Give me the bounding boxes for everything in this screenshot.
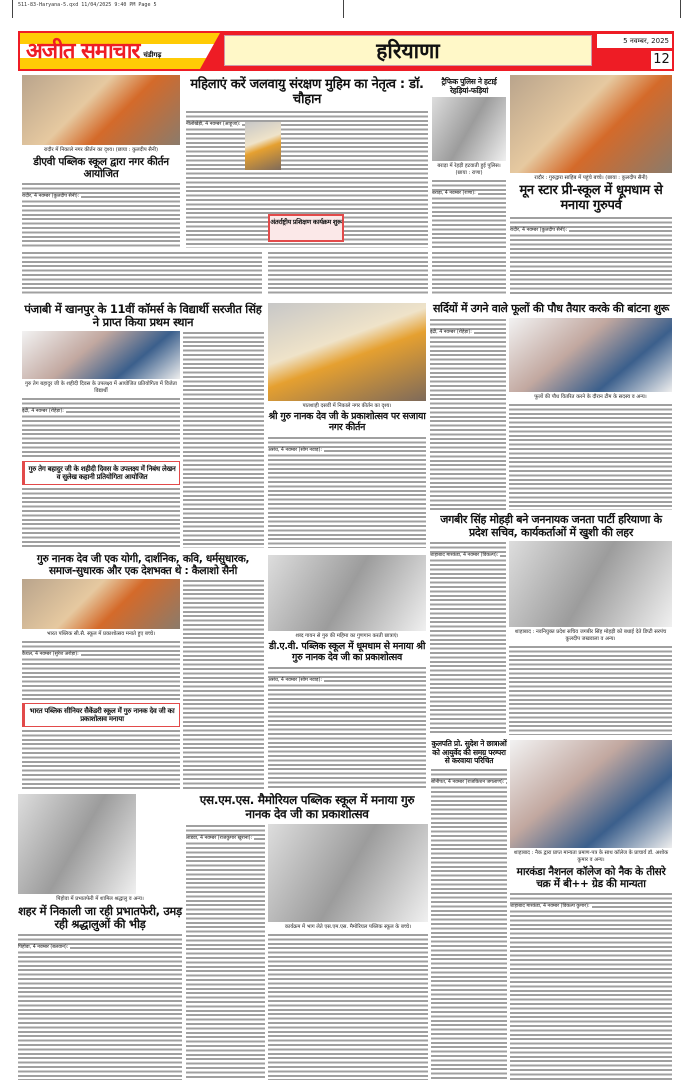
- article-column: [430, 318, 506, 510]
- article: [22, 303, 264, 548]
- headline: एस.एम.एस. मैमोरियल पब्लिक स्कूल में मनाया गुरु नानक देव जी का प्रकाशोत्सव: [186, 794, 428, 822]
- article-column: [22, 579, 180, 789]
- article-body: [268, 666, 426, 789]
- article-body: [22, 397, 180, 458]
- photo-caption: पिहोवा में प्रभातफेरी में शामिल श्रद्धालु व अन्य।: [18, 896, 182, 903]
- dateline: शाहाबाद मारकंडा, 4 नवम्बर (विकल्प कुमार):: [510, 904, 590, 910]
- article-body: [22, 251, 262, 296]
- article-body: [509, 645, 672, 735]
- photo-caption: रादौर : गुरुद्वारा साहिब में पहुंचे बच्चे। (छाया : कुलदीप सैनी): [510, 175, 672, 182]
- article-body: [18, 933, 182, 1080]
- dateline: रादौर, 4 नवम्बर (कुलदीप सैनी):: [510, 227, 568, 233]
- headline: महिलाएं करें जलवायु संरक्षण मुहिम का नेतृत्व : डॉ. चौहान: [186, 78, 428, 108]
- issue-date: 5 नवम्बर, 2025: [597, 34, 672, 48]
- article-columns: [22, 579, 264, 789]
- article-body: [22, 640, 180, 700]
- article: [18, 794, 182, 1080]
- headline: डीएवी पब्लिक स्कूल द्वारा नगर कीर्तन आयोजित: [22, 156, 180, 180]
- article-photo: [432, 97, 506, 161]
- article-column: [509, 318, 672, 510]
- article-body: [430, 318, 506, 510]
- article-photo: [509, 541, 672, 627]
- article-column: [22, 331, 180, 548]
- page-number: 12: [651, 51, 672, 69]
- headline: कुलपति प्रो. सुदेश ने छात्राओं को आयुर्वेद की समग्र परम्परा से करवाया परिचित: [431, 739, 507, 766]
- article-body: [430, 541, 506, 735]
- article-photo: [510, 740, 672, 848]
- dateline: रादौर, 4 नवम्बर (कुलदीप सैनी):: [22, 194, 80, 200]
- article-body: [509, 403, 672, 510]
- article: [186, 794, 428, 1080]
- photo-caption: रादौर में निकाले नगर कीर्तन का दृश्य। (छाया : कुलदीप सैनी): [22, 147, 180, 154]
- article-column: [430, 541, 506, 735]
- dateline: कैथल, 4 नवम्बर (सुरेश अरोड़ा):: [22, 652, 79, 658]
- article-column: [509, 541, 672, 735]
- photo-caption: बराड़ा में रेहड़ी हटवाती हुई पुलिस। (छाया : राणा): [432, 163, 506, 177]
- dateline: इंद्री, 4 नवम्बर (रोहेड़ा):: [22, 409, 64, 415]
- dateline: बराड़ा, 4 नवम्बर (राणा):: [432, 191, 476, 197]
- headline: जगबीर सिंह मोहड़ी बने जननायक जनता पार्टी हरियाणा के प्रदेश सचिव, कार्यकर्ताओं में खुशी की लहर: [430, 514, 672, 539]
- article-body: [186, 824, 265, 1080]
- speaker-photo: [245, 122, 281, 170]
- dateline: असंध, 4 नवम्बर (सोम नवाड़):: [268, 447, 322, 453]
- crop-mark: [680, 0, 681, 18]
- article: [268, 303, 426, 548]
- subheading-box: गुरु तेग बहादुर जी के शहीदी दिवस के उपलक्ष्य में निबंध लेखन व सुलेख कहानी प्रतियोगिता आयोजित: [22, 461, 180, 485]
- newspaper-logo: अजीत समाचार: [26, 39, 140, 64]
- article: [186, 78, 428, 248]
- dateline: इंद्री, 4 नवम्बर (रोहेड़ा):: [430, 329, 472, 335]
- article: [430, 514, 672, 735]
- registration-mark: [343, 0, 344, 18]
- article-body: [432, 179, 506, 248]
- headline: सर्दियों में उगने वाले फूलों की पौध तैयार करके की बांटना शुरू: [430, 303, 672, 316]
- dateline: शाहाबाद मारकंडा, 4 नवम्बर (विकल्प):: [430, 553, 499, 559]
- article-photo: [509, 318, 672, 392]
- article-body: [510, 216, 672, 295]
- headline: मून स्टार प्री-स्कूल में धूमधाम से मनाया गुरुपर्व: [510, 184, 672, 214]
- article-body: [22, 729, 180, 789]
- section-title: हरियाणा: [224, 35, 592, 66]
- article-columns: [430, 541, 672, 735]
- article-columns: [186, 824, 428, 1080]
- photo-caption: फूलों की पौध वितरित करने के दौरान टीम के सदस्य व अन्य।: [509, 394, 672, 401]
- crop-mark: [12, 0, 13, 18]
- photo-caption: गुरु तेग बहादुर जी के शहीदी दिवस के उपलक्ष्य में आयोजित प्रतियोगिता में विजेता विद्यार्थी: [22, 381, 180, 395]
- article-photo: [18, 794, 136, 894]
- article: [432, 78, 506, 248]
- article-column: [183, 331, 264, 548]
- logo-group: [26, 36, 161, 66]
- headline: डी.ए.वी. पब्लिक स्कूल में धूमधाम से मनाया श्री गुरु नानक देव जी का प्रकाशोत्सव: [268, 641, 426, 663]
- article-body: [510, 892, 672, 1080]
- headline: पंजाबी में खानपुर के 11वीं कॉमर्स के विद्यार्थी सरजीत सिंह ने प्राप्त किया प्रथम स्थान: [22, 303, 264, 329]
- article: [22, 75, 180, 248]
- photo-caption: पातशाही दसवीं में निकाले नगर कीर्तन का दृश्य।: [268, 403, 426, 410]
- subheading-box: अंतर्राष्ट्रीय प्रशिक्षण कार्यक्रम शुरू: [268, 214, 344, 242]
- article-column: [268, 824, 428, 1080]
- photo-caption: शब्द गायन से गुरु की महिमा का गुणगान करती छात्राएं।: [268, 633, 426, 640]
- article-columns: [430, 318, 672, 510]
- headline: ट्रैफिक पुलिस ने हटाई रेहड़ियां-फड़ियां: [432, 78, 506, 95]
- headline: मारकंडा नैशनल कॉलेज को नैक के तीसरे चक्र में बी++ ग्रेड की मान्यता: [510, 866, 672, 890]
- article-photo: [268, 303, 426, 401]
- photo-caption: शाहाबाद : नैक द्वारा प्राप्त मान्यता प्रमाण-पत्र के साथ कॉलेज के प्राचार्य डॉ. अशोक कुमार व अन्य।: [510, 850, 672, 864]
- article: [22, 553, 264, 789]
- article-body: [22, 182, 180, 248]
- article-body: [268, 436, 426, 548]
- article-photo: [22, 331, 180, 379]
- headline: शहर में निकाली जा रही प्रभातफेरी, उमड़ रही श्रद्धालुओं की भीड़: [18, 904, 182, 932]
- article-photo: [22, 579, 180, 629]
- dateline: लाडवा, 4 नवम्बर (राजकुमार खुराना):: [186, 835, 253, 841]
- article-body: [268, 251, 428, 296]
- photo-caption: शाहाबाद : नवनियुक्त प्रदेश सचिव जगबीर सिंह मोहड़ी को बधाई देते डिप्टी सरपंच कुलदीप जखवाला व अन्य।: [509, 629, 672, 643]
- article: [430, 303, 672, 510]
- headline: श्री गुरु नानक देव जी के प्रकाशोत्सव पर सजाया नगर कीर्तन: [268, 411, 426, 433]
- dateline: सोनीपत, 4 नवम्बर (राजकिशन जगलाण):: [431, 779, 505, 785]
- edition-city: चंडीगढ़: [143, 51, 162, 59]
- article-body: [186, 110, 428, 248]
- article-photo: [510, 75, 672, 173]
- article-body: [183, 579, 264, 789]
- dateline: असंध, 4 नवम्बर (सोम नवाड़):: [268, 677, 322, 683]
- article: [510, 740, 672, 1080]
- article: [431, 740, 507, 1080]
- article-body: [432, 251, 506, 296]
- article-column: [186, 824, 265, 1080]
- article-columns: [22, 331, 264, 548]
- headline: गुरु नानक देव जी एक योगी, दार्शनिक, कवि, धर्मसुधारक, समाज-सुधारक और एक देशभक्त थे : कैलाशो सैनी: [22, 553, 264, 577]
- article: [510, 75, 672, 295]
- article-body: [22, 487, 180, 548]
- article-body: [268, 933, 428, 1080]
- photo-caption: भारत पब्लिक सी.सै. स्कूल में प्रकाशोत्सव मनाते हुए बच्चे।: [22, 631, 180, 638]
- dateline: नीलोखेड़ी, 4 नवम्बर (आहूजा):: [186, 121, 241, 127]
- article-column: [183, 579, 264, 789]
- dateline: पिहोवा, 4 नवम्बर (बलवान):: [18, 945, 69, 951]
- subheading-box: भारत पब्लिक सीनियर सैकेंडरी स्कूल में गुरु नानक देव जी का प्रकाशोत्सव मनाया: [22, 703, 180, 727]
- article-body: [431, 768, 507, 1080]
- article-photo: [268, 555, 426, 631]
- article-photo: [22, 75, 180, 145]
- photo-caption: कार्यक्रम में भाग लेते एस.एम.एस. मैमोरियल पब्लिक स्कूल के बच्चे।: [268, 924, 428, 931]
- article-body: [183, 331, 264, 548]
- print-slug: 511-83-Haryana-5.qxd 11/04/2025 9:40 PM Page 5: [18, 2, 157, 8]
- article-photo: [268, 824, 428, 922]
- article: [268, 555, 426, 789]
